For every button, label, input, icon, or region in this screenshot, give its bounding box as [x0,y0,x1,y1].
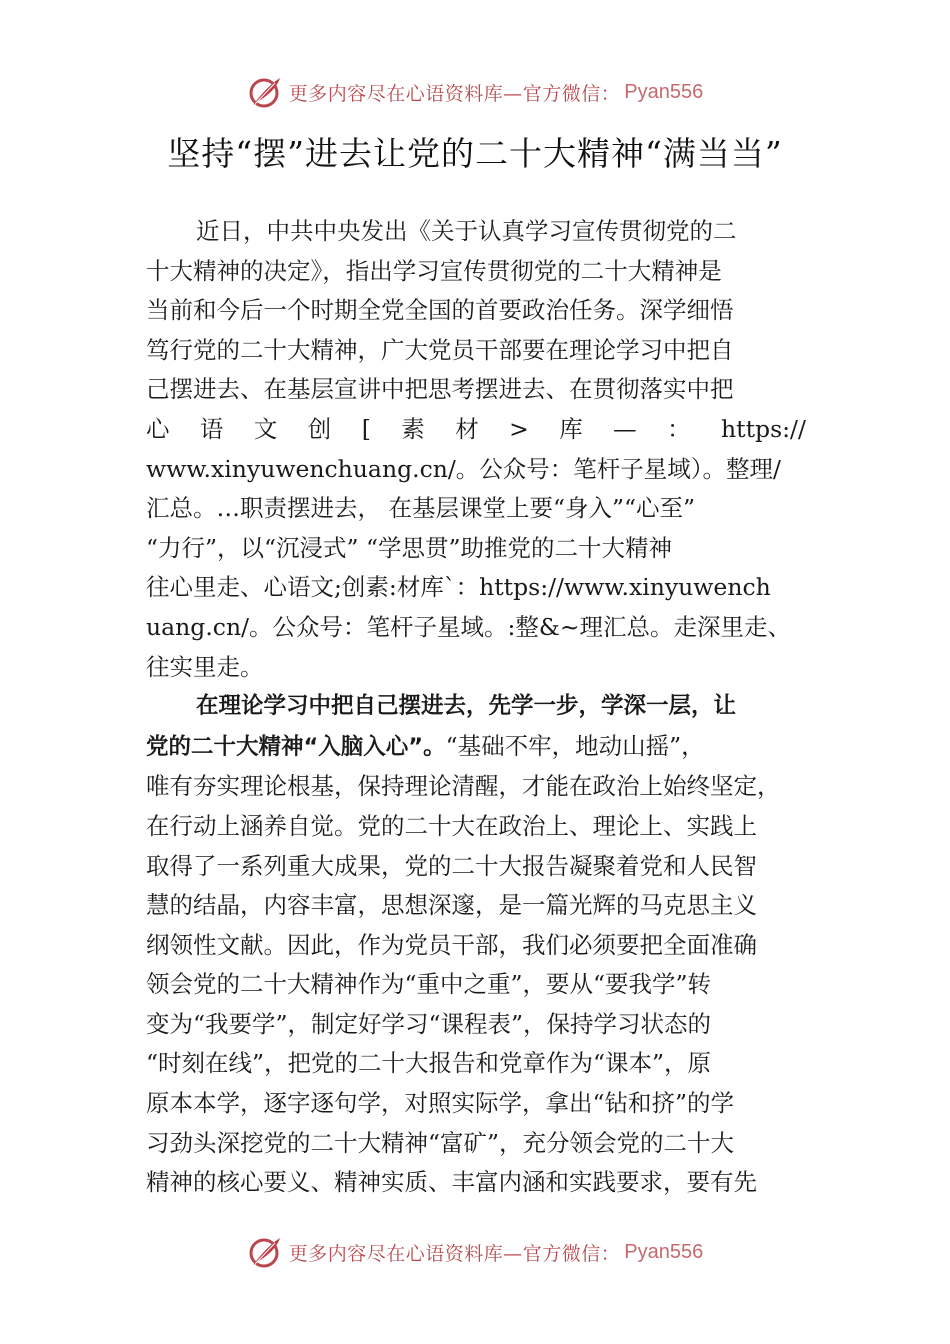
banner-text: 更多内容尽在心语资料库—官方微信： [288,82,621,105]
document-body [146,212,806,1203]
text-line: 纲领性文献。因此，作为党员干部，我们必须要把全面准确 [146,930,757,959]
feather-logo-icon [247,1235,283,1269]
text-line: 领会党的二十大精神作为“重中之重”，要从“要我学”转 [146,970,712,999]
banner-text: 更多内容尽在心语资料库—官方微信： [288,1242,621,1265]
text-line: 往实里走。 [146,652,264,681]
spread-text-line [146,410,806,450]
text-line: 己摆进去、在基层宣讲中把思考摆进去、在贯彻落实中把 [146,375,734,404]
text-line: 当前和今后一个时期全党全国的首要政治任务。深学细悟 [146,296,734,325]
text-line: uang.cn/。公众号：笔杆子星域。:整&~理汇总。走深里走、 [146,612,792,641]
text-line: 习劲头深挖党的二十大精神“富矿”，充分领会党的二十大 [146,1128,735,1157]
spread-word: 文 [253,414,278,443]
spread-word: 创 [307,414,332,443]
bold-heading-fragment: 党的二十大精神“入脑入心”。 [146,733,446,760]
text-line: 唯有夯实理论根基，保持理论清醒，才能在政治上始终坚定， [146,772,781,801]
banner-wechat-id: Pyan556 [624,1240,704,1263]
text-line: 取得了一系列重大成果，党的二十大报告凝聚着党和人民智 [146,851,757,880]
text-line: 精神的核心要义、精神实质、丰富内涵和实践要求，要有先 [146,1168,757,1197]
spread-word: 素 [401,414,425,443]
footer-banner [0,1232,950,1272]
feather-logo-icon [247,75,283,109]
text-line: www.xinyuwenchuang.cn/。公众号：笔杆子星域）。整理/ [146,454,781,483]
text-line: 往心里走、心语文;创素:材库`：https://www.xinyuwench [146,573,771,602]
paragraph-1 [146,212,806,687]
text-line: 汇总。…职责摆进去， 在基层课堂上要“身入”“心至” [146,494,696,523]
spread-word: 材 [455,414,479,443]
spread-word: ： [667,414,691,443]
text-line: “力行”，以“沉浸式” “学思贯”助推党的二十大精神 [146,533,673,562]
text-line: “时刻在线”，把党的二十大报告和党章作为“课本”，原 [146,1049,712,1078]
spread-word: 库 [559,414,583,443]
spread-word: > [509,414,529,443]
banner-wechat-id: Pyan556 [624,80,704,103]
spread-word: [ [361,414,371,443]
text-line: 变为“我要学”，制定好学习“课程表”，保持学习状态的 [146,1009,712,1038]
spread-word: — [613,414,637,443]
text-line: 原本本学，逐字逐句学，对照实际学，拿出“钻和挤”的学 [146,1089,735,1118]
spread-word: 语 [199,414,224,443]
spread-word: 心 [146,414,170,443]
document-title: 坚持“摆”进去让党的二十大精神“满当当” [167,134,783,173]
paragraph-2 [146,687,806,1203]
header-banner [0,72,950,112]
text-fragment: “基础不牢，地动山摇”， [445,731,705,760]
text-line: 在行动上涵养自觉。党的二十大在政治上、理论上、实践上 [146,811,757,840]
text-line: 慧的结晶，内容丰富，思想深邃，是一篇光辉的马克思主义 [146,891,757,920]
text-line: 十大精神的决定》，指出学习宣传贯彻党的二十大精神是 [146,256,722,285]
text-line: 近日，中共中央发出《关于认真学习宣传贯彻党的二 [196,217,737,245]
text-line: 笃行党的二十大精神，广大党员干部要在理论学习中把自 [146,335,734,364]
spread-word: https:// [721,414,806,443]
bold-heading-line: 在理论学习中把自己摆进去，先学一步，学深一层，让 [196,693,737,720]
text-line [146,727,806,768]
